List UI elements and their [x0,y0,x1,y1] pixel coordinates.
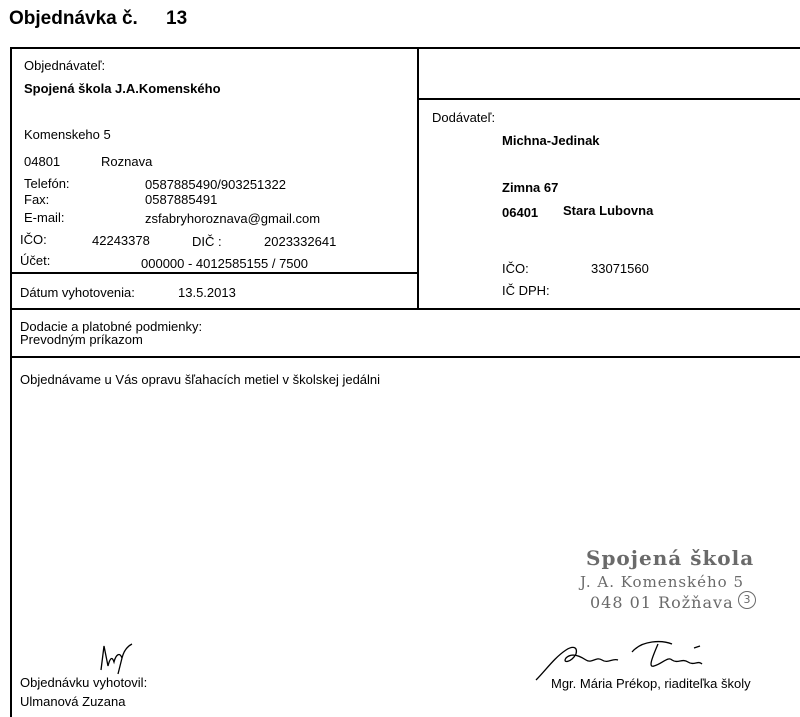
stamp-line2: J. A. Komenského 5 [580,573,745,591]
orderer-name: Spojená škola J.A.Komenského [24,81,221,96]
signatory-name: Mgr. Mária Prékop, riaditeľka školy [551,676,751,691]
fax-label: Fax: [24,192,50,207]
phone-label: Telefón: [24,176,70,191]
terms-label: Dodacie a platobné podmienky: [20,319,203,334]
preparer-signature [98,640,138,676]
supplier-zip: 06401 [502,205,539,220]
fax-value: 0587885491 [145,192,218,207]
supplier-street: Zimna 67 [502,180,559,195]
orderer-heading: Objednávateľ: [24,58,106,73]
orderer-zip: 04801 [24,154,61,169]
ico-value: 42243378 [92,233,150,248]
phone-value: 0587885490/903251322 [145,177,286,192]
email-value: zsfabryhoroznava@gmail.com [145,211,321,226]
prepared-by-label: Objednávku vyhotovil: [20,675,148,690]
ico-label: IČO: [20,232,47,247]
account-value: 000000 - 4012585155 / 7500 [141,256,308,271]
supplier-name: Michna-Jedinak [502,133,600,148]
orderer-street: Komenskeho 5 [24,127,111,142]
order-body-text: Objednávame u Vás opravu šľahacích metiel v školskej jedálni [20,372,381,387]
email-label: E-mail: [24,210,65,225]
date-value: 13.5.2013 [178,285,236,300]
terms-value: Prevodným príkazom [20,332,143,347]
account-label: Účet: [20,253,51,268]
supplier-heading: Dodávateľ: [432,110,496,125]
stamp-line1: Spojená škola [586,546,755,570]
prepared-by-name: Ulmanová Zuzana [20,694,126,709]
orderer-city: Roznava [101,154,153,169]
supplier-icdph-label: IČ DPH: [502,283,550,298]
stamp-circled-mark: 3 [738,591,756,609]
supplier-ico-value: 33071560 [591,261,649,276]
supplier-ico-label: IČO: [502,261,529,276]
dic-label: DIČ : [192,234,222,249]
supplier-city: Stara Lubovna [563,203,654,218]
order-title-label: Objednávka č. [9,8,138,29]
date-label: Dátum vyhotovenia: [20,285,135,300]
dic-value: 2023332641 [264,234,337,249]
order-number: 13 [166,8,188,29]
stamp-line3: 048 01 Rožňava [590,593,734,612]
